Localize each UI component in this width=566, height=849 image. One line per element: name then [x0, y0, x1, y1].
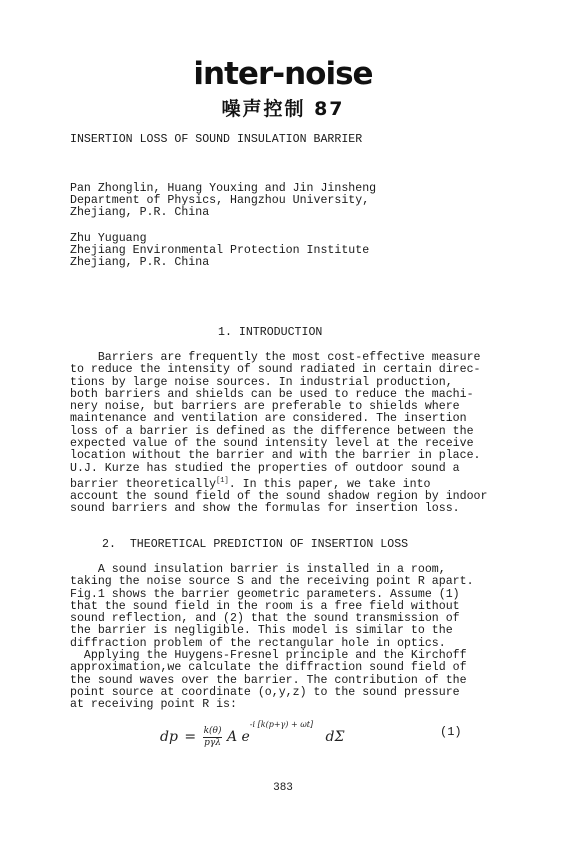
affiliation-line: Zhejiang, P.R. China	[70, 256, 210, 269]
conference-logo-subtitle: 噪声控制 87	[221, 98, 345, 120]
text-line: sound reflection, and (2) that the sound transmission of	[70, 612, 460, 626]
text-line: nery noise, but barriers are preferable to shields where	[70, 400, 460, 414]
equals-sign: =	[184, 729, 197, 745]
text-line: expected value of the sound intensity level at the receive	[70, 437, 474, 451]
equation-amplitude: A e	[226, 729, 250, 745]
text-line	[70, 475, 490, 491]
text-line: Applying the Huygens-Fresnel principle and the Kirchoff	[70, 649, 467, 663]
introduction-paragraph	[70, 352, 490, 516]
equation-1	[160, 720, 344, 749]
text-span: . In this paper, we take into	[228, 477, 431, 491]
text-line: Fig.1 shows the barrier geometric parameters. Assume (1)	[70, 587, 460, 601]
text-line: to reduce the intensity of sound radiated in certain direc-	[70, 363, 481, 377]
equation-number: (1)	[440, 725, 462, 739]
text-line: both barriers and shields can be used to reduce the machi-	[70, 387, 474, 401]
text-line: taking the noise source S and the receiving point R apart.	[70, 575, 474, 589]
affiliation-line: Zhejiang, P.R. China	[70, 206, 210, 219]
text-line: point source at coordinate (o,y,z) to the sound pressure	[70, 685, 460, 699]
text-line: the barrier is negligible. This model is similar to the	[70, 624, 453, 638]
text-line: diffraction problem of the rectangular hole in optics.	[70, 636, 446, 650]
text-line: at receiving point R is:	[70, 698, 237, 712]
author-line: Pan Zhonglin, Huang Youxing and Jin Jinsheng	[70, 182, 377, 195]
conference-logo: inter-noise	[193, 56, 373, 92]
text-line: Barriers are frequently the most cost-effective measure	[70, 351, 481, 364]
text-span: barrier theoretically	[70, 477, 217, 491]
equation-differential: dΣ	[325, 729, 345, 745]
section-heading-theoretical-prediction: 2. THEORETICAL PREDICTION OF INSERTION LOSS	[102, 538, 409, 551]
equation-lhs: dp	[160, 729, 178, 745]
equation-exponent: -i [k(p+γ) + ωt]	[249, 720, 314, 729]
text-line: location without the barrier and with the barrier in place.	[70, 449, 481, 463]
text-line: sound barriers and show the formulas for insertion loss.	[70, 502, 460, 516]
paper-title: INSERTION LOSS OF SOUND INSULATION BARRIER	[70, 133, 363, 146]
text-line: maintenance and ventilation are considered. The insertion	[70, 412, 467, 426]
text-line: the sound waves over the barrier. The contribution of the	[70, 673, 467, 687]
section-heading-introduction: 1. INTRODUCTION	[218, 326, 323, 339]
text-line: account the sound field of the sound shadow region by indoor	[70, 490, 488, 504]
theory-paragraph	[70, 564, 490, 712]
affiliation-line: Department of Physics, Hangzhou University,	[70, 194, 370, 207]
citation-reference: [1]	[216, 476, 229, 485]
text-line: loss of a barrier is defined as the difference between the	[70, 424, 474, 438]
text-line: that the sound field in the room is a free field without	[70, 599, 460, 613]
text-line: approximation,we calculate the diffraction sound field of	[70, 661, 467, 675]
fraction-numerator: k(θ)	[203, 725, 222, 736]
author-line: Zhu Yuguang	[70, 232, 147, 245]
text-line: A sound insulation barrier is installed in a room,	[70, 563, 446, 576]
fraction-denominator: pγλ	[204, 737, 221, 748]
affiliation-line: Zhejiang Environmental Protection Institute	[70, 244, 370, 257]
text-line: tions by large noise sources. In industrial production,	[70, 375, 453, 389]
page-number: 383	[273, 782, 293, 794]
text-line: U.J. Kurze has studied the properties of outdoor sound a	[70, 461, 460, 475]
equation-fraction	[203, 726, 223, 749]
